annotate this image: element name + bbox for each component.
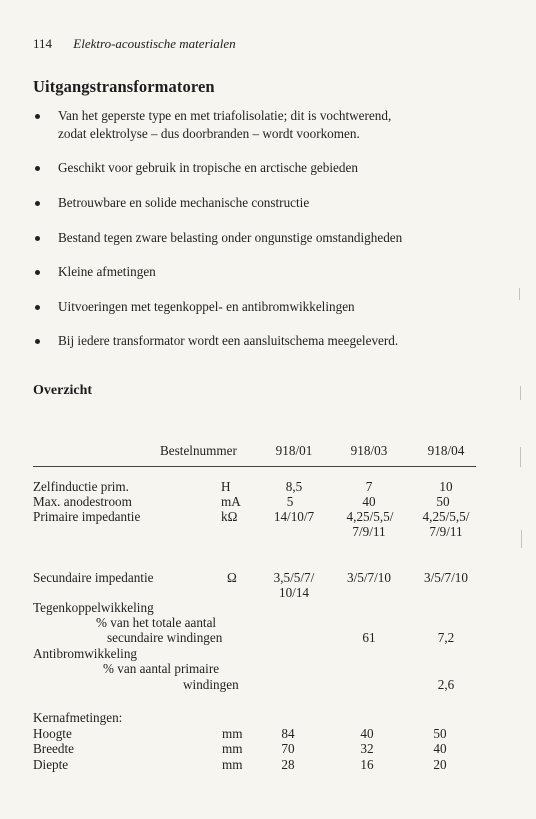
- page-number: 114: [33, 36, 53, 51]
- cell-918-03: 40: [360, 726, 374, 741]
- list-item-text-cont: zodat elektrolyse – dus doorbranden – wordt voorkomen.: [58, 126, 360, 141]
- cell-918-03: 40: [362, 494, 376, 509]
- row-label: Diepte: [33, 757, 69, 772]
- row-label: Primaire impedantie: [33, 509, 141, 524]
- list-item: [33, 194, 503, 212]
- cell-918-04: 50: [433, 726, 447, 741]
- cell-918-03: 32: [360, 741, 374, 756]
- bullet-icon: [35, 166, 40, 171]
- cell-918-04-cont: 7/9/11: [429, 524, 463, 539]
- cell-918-04: 4,25/5,5/: [422, 509, 470, 524]
- cell-918-01-cont: 10/14: [278, 585, 310, 600]
- row-sublabel: % van aantal primaire: [103, 661, 220, 676]
- bullet-icon: [35, 305, 40, 310]
- cell-918-03: 3/5/7/10: [347, 570, 391, 585]
- cell-918-03: 61: [362, 630, 376, 645]
- list-item-text: Bestand tegen zware belasting onder ongunstige omstandigheden: [58, 230, 403, 245]
- list-item: [33, 332, 503, 350]
- list-item: [33, 229, 503, 247]
- row-sublabel-cont: secundaire windingen: [107, 630, 223, 645]
- column-header-918-04: 918/04: [427, 443, 465, 458]
- cell-918-04: 7,2: [437, 630, 455, 645]
- list-item-text: Kleine afmetingen: [58, 264, 156, 279]
- row-sublabel-cont: windingen: [183, 677, 239, 692]
- row-unit: kΩ: [221, 509, 238, 524]
- cell-918-04: 10: [439, 479, 453, 494]
- cell-918-03: 16: [360, 757, 374, 772]
- list-item: [33, 263, 503, 281]
- cell-918-04: 50: [436, 494, 450, 509]
- cell-918-03: 7: [365, 479, 373, 494]
- section-title: Uitgangstransformatoren: [33, 77, 215, 96]
- cell-918-03: 4,25/5,5/: [346, 509, 394, 524]
- row-unit: H: [221, 479, 231, 494]
- cell-918-01: 84: [281, 726, 295, 741]
- scan-mark: [521, 530, 522, 548]
- column-header-918-03: 918/03: [350, 443, 388, 458]
- bullet-icon: [35, 339, 40, 344]
- running-title: Elektro-acoustische materialen: [73, 36, 236, 51]
- row-unit: Ω: [227, 570, 237, 585]
- row-unit: mm: [222, 741, 243, 756]
- cell-918-04: 3/5/7/10: [424, 570, 468, 585]
- row-label: Antibromwikkeling: [33, 646, 138, 661]
- list-item-text: Betrouwbare en solide mechanische constructie: [58, 195, 310, 210]
- list-item: [33, 298, 503, 316]
- list-item-text: Geschikt voor gebruik in tropische en arctische gebieden: [58, 160, 358, 175]
- row-label: Zelfinductie prim.: [33, 479, 129, 494]
- row-unit: mm: [222, 726, 243, 741]
- table-rule: [33, 466, 476, 467]
- list-item: [33, 159, 503, 177]
- scan-mark: [520, 447, 521, 467]
- list-item-text: Van het geperste type en met triafolisolatie; dit is vochtwerend,: [58, 108, 392, 123]
- cell-918-01: 3,5/5/7/: [273, 570, 315, 585]
- cell-918-01: 14/10/7: [273, 509, 315, 524]
- row-label: Breedte: [33, 741, 75, 756]
- cell-918-04: 40: [433, 741, 447, 756]
- feature-list: [33, 107, 503, 350]
- scan-mark: [520, 386, 521, 400]
- cell-918-01: 28: [281, 757, 295, 772]
- list-item: [33, 107, 503, 143]
- cell-918-01: 5: [286, 494, 294, 509]
- row-unit: mA: [221, 494, 241, 509]
- row-label: Kernafmetingen:: [33, 710, 123, 725]
- cell-918-01: 8,5: [285, 479, 303, 494]
- row-unit: mm: [222, 757, 243, 772]
- row-label: Secundaire impedantie: [33, 570, 154, 585]
- running-head: [33, 36, 236, 52]
- row-label: Max. anodestroom: [33, 494, 132, 509]
- cell-918-04: 20: [433, 757, 447, 772]
- bullet-icon: [35, 114, 40, 119]
- row-label: Hoogte: [33, 726, 72, 741]
- list-item-text: Uitvoeringen met tegenkoppel- en antibromwikkelingen: [58, 299, 355, 314]
- row-sublabel: % van het totale aantal: [96, 615, 217, 630]
- cell-918-01: 70: [281, 741, 295, 756]
- cell-918-04: 2,6: [437, 677, 455, 692]
- list-item-text: Bij iedere transformator wordt een aansluitschema meegeleverd.: [58, 333, 399, 348]
- bullet-icon: [35, 201, 40, 206]
- overview-title: Overzicht: [33, 383, 93, 398]
- scan-mark: [519, 288, 520, 300]
- bullet-icon: [35, 270, 40, 275]
- cell-918-03-cont: 7/9/11: [352, 524, 386, 539]
- row-label: Tegenkoppelwikkeling: [33, 600, 154, 615]
- order-number-label: Bestelnummer: [160, 443, 237, 458]
- column-header-918-01: 918/01: [275, 443, 313, 458]
- bullet-icon: [35, 236, 40, 241]
